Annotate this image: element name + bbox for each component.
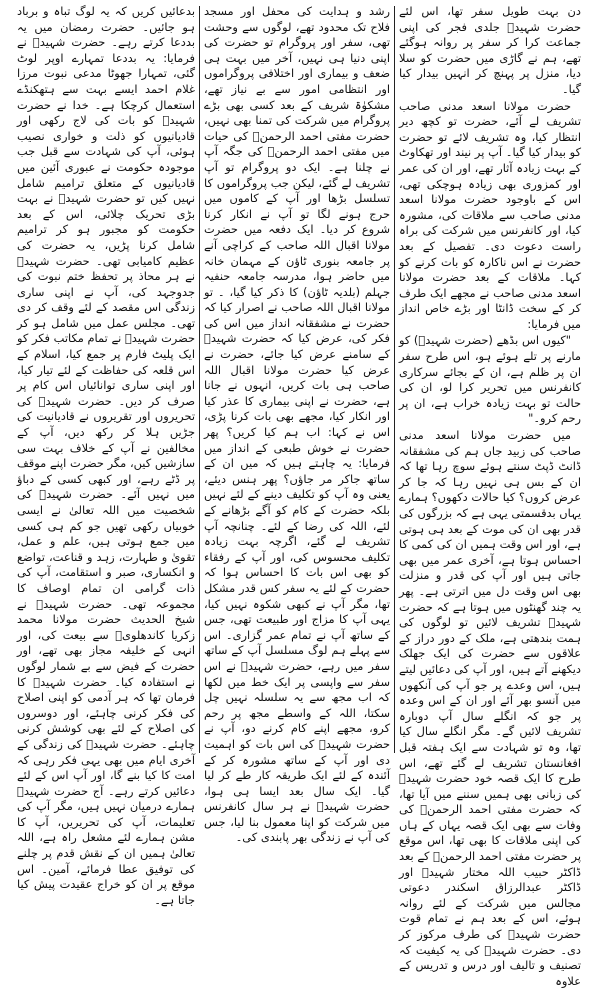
paragraph: دن بہت طویل سفر تھا، اس لئے حضرت شہیدؒ جلدی فجر کی اپنی جماعت کرا کر سفر پر روانہ ہوگئے تھے، ہم نے گاڑی میں حضرت کو سلا دیا، منزل پر پہنچ کر انہیں بیدار کیا گیا۔ <box>399 4 581 96</box>
paragraph: رشد و ہدایت کی محفل اور مسجد فلاح تک محدود تھے، لوگوں سے وحشت تھی، سفر اور پروگرام تو حضرت کی اپنی دنیا ہی نہیں، آخر میں بہت ہی ضعف و بیماری اور اختلافی پروگراموں اور انتظامی امور سے بے نیاز تھے، مشکوٰۃ شریف کے بعد کسی بھی بڑے پروگرام میں شرکت کی تمنا بھی نہیں، حضرت مفتی احمد الرحمنؒ کی حیات میں مفتی احمد الرحمنؒ کی جگہ آپ نے چلنا ہے۔ ایک دو پروگرام تو آپ تشریف لے گئے، لیکن جب پروگراموں کا تسلسل بڑھا اور آپ کے کاموں میں حرج ہونے لگا تو آپ نے انکار کرنا شروع کر دیا۔ ایک دفعہ میں حضرت مولانا اقبال اللہ صاحب کے کراچی آنے پر جامعہ بنوری ٹاؤن کے مہمان خانہ میں حاضر ہوا، مدرسہ جامعہ حنفیہ جہلم (بلدیہ ٹاؤن) کا ذکر کیا گیا، ۔ تو مولانا اقبال اللہ صاحب نے اصرار کیا کہ حضرت نے مشفقانہ انداز میں اس کی فکر کی، عرض کیا کہ حضرت شہیدؒ کے سامنے عرض کیا جائے، حضرت نے عرض کیا حضرت مولانا اقبال اللہ صاحب ہی بات کریں، انہوں نے جانا ہے، حضرت نے اپنی بیماری کا عذر کیا اور انکار کیا، مجھے بھی بات کرنا پڑی، اس نے کہا: اب ہم کیا کریں؟ پھر حضرت نے خوش طبعی کے انداز میں فرمایا: یہ چاہتے ہیں کہ میں ان کے ساتھ جاکر مر جاؤں؟ پھر ہنس دیئے، یعنی وہ آپ کو تکلیف دینے کے لئے نہیں بلکہ حضرت کے کام کو آگے بڑھانے کے لئے، اللہ کی رضا کے لئے۔ چنانچہ آپ تشریف لے گئے، اگرچہ بہت زیادہ تکلیف محسوس کی، اور آپ کے رفقاء کو بھی اس بات کا احساس ہوا کہ حضرت کے لئے یہ سفر کس قدر مشکل تھا، مگر آپ نے کبھی شکوہ نہیں کیا، یہی آپ کا مزاج اور طبیعت تھی، جس کے ساتھ آپ نے تمام عمر گزاری۔ اس سے پہلے ہم لوگ مسلسل آپ کے ساتھ سفر میں رہے، حضرت شہیدؒ نے اس سفر سے واپسی پر ایک خط میں لکھا کہ اب مجھ سے یہ سلسلہ نہیں چل سکتا، اللہ کے واسطے مجھ پر رحم کرو، مجھے اپنے کام کرنے دو، آپ نے حضرت شہیدؒ کی اس بات کو اہمیت دی اور آپ کے ساتھ مشورہ کر کے آئندہ کے لئے ایک طریقہ کار طے کر لیا گیا۔ ایک سال بعد ایسا ہی ہوا، حضرت شہیدؒ نے ہر سال کانفرنس میں شرکت کو اپنا معمول بنا لیا، جس کی آپ نے زندگی بھر پابندی کی۔ <box>204 4 390 845</box>
text-column-middle <box>200 4 394 845</box>
paragraph: میں حضرت مولانا اسعد مدنی صاحب کی زبید جاں ہم کی مشفقانہ ڈانٹ ڈپٹ سنتے ہوئے سوچ رہا تھا کہ ان کے بس ہی نہیں رہا کہ جا کر عرض کروں؟ کیا حالات دکھوں؟ ہمارے یہاں بدقسمتی یہی ہے کہ بزرگوں کی قدر بھی ان کی موت کے بعد ہی ہوتی ہے، اور اس وقت ہمیں ان کی کمی کا احساس ہوتا ہے، آخری عمر میں بھی جاتی ہیں اور آپ کی قدر و منزلت بھی اس وقت دل میں اترتی ہے۔ پھر یہ چند گھنٹوں میں ہوتا ہے کہ حضرت شہیدؒ تشریف لائیں تو لوگوں کی ہمت بندھتی ہے، ملک کے دور دراز کے علاقوں سے حضرت کی ایک جھلک دیکھنے آتے ہیں، اور آپ کی دعائیں لیتے ہیں، اس وعدے پر جو آپ کی آنکھوں میں آنسو بھر آئے اور ان کے اس وعدہ پر جو کہ انگلے سال آپ دوبارہ تشریف لائیں گے۔ مگر انگلے سال کیا تھا، وہ تو شہادت سے ایک ہفتہ قبل افغانستان تشریف لے گئے تھے، اس طرح کا ایک قصہ خود حضرت شہیدؒ کی زبانی بھی ہمیں سننے میں آیا تھا، کہ حضرت مفتی احمد الرحمنؒ کی وفات سے بھی ایک قصہ یہاں کے ہاں کی اپنی ملاقات کا بھی تھا، اس موقع پر حضرت مفتی احمد الرحمنؒ کے بعد ڈاکٹر حبیب اللہ مختار شہیدؒ اور ڈاکٹر عبدالرزاق اسکندر دعوتی مجالس میں شرکت کے لئے روانہ ہوئے، اس کے بعد ہم نے تمام قوت حضرت شہیدؒ کی طرف مرکوز کر دی۔ حضرت شہیدؒ کی یہ کیفیت کہ تصنیف و تالیف اور درس و تدریس کے علاوہ <box>398 428 581 988</box>
text-column-left <box>13 4 199 907</box>
column-layout <box>5 4 585 988</box>
paragraph: بدعائیں کریں کہ یہ لوگ تباہ و برباد ہو جائیں۔ حضرت رمضان میں یہ بددعا کرتے رہے۔ حضرت شہیدؒ نے فرمایا: یہ بددعا تمہارے اوپر لوٹ گئی، تمہارا جھوٹا مدعی نبوت مرزا غلام احمد ایسے بہت سے ہتھکنڈے استعمال کرچکا ہے۔ خدا نے حضرت شہیدؒ کو بات کی لاج رکھی اور قادیانیوں کو ذلت و خواری نصیب ہوئی، آپ کی شہادت سے قبل جب موجودہ حکومت نے عبوری آئین میں قادیانیوں کے متعلق ترامیم شامل نہیں کیں تو حضرت شہیدؒ نے بہت بڑی تحریک چلائی، اس کے بعد حکومت کو مجبور ہو کر ترامیم شامل کرنا پڑیں، یہ حضرت کی عظیم کامیابی تھی۔ حضرت شہیدؒ نے ہر محاذ پر تحفظ ختم نبوت کی جدوجہد کی، آپ نے اپنی ساری زندگی اس مقصد کے لئے وقف کر دی تھی۔ مجلس عمل میں شامل ہو کر حضرت شہیدؒ نے تمام مکاتب فکر کو ایک پلیٹ فارم پر جمع کیا، اسلام کے اس قلعہ کی حفاظت کے لئے تیار کیا، اور اپنی ساری توانائیاں اس کام پر صرف کر دیں۔ حضرت شہیدؒ کی تحریروں اور تقریروں نے قادیانیت کی جڑیں ہلا کر رکھ دیں، آپ کے مخالفین نے آپ کے خلاف بہت سی سازشیں کیں، مگر حضرت اپنے موقف پر ڈٹے رہے، اور کبھی کسی کے دباؤ میں نہیں آئے۔ حضرت شہیدؒ کی شخصیت میں اللہ تعالیٰ نے ایسی خوبیاں رکھی تھیں جو کم ہی کسی میں جمع ہوتی ہیں، علم و عمل، تقویٰ و طہارت، زہد و قناعت، تواضع و انکساری، صبر و استقامت، آپ کی ذات گرامی ان تمام اوصاف کا مجموعہ تھی۔ حضرت شہیدؒ نے شیخ الحدیث حضرت مولانا محمد زکریا کاندھلویؒ سے بیعت کی، اور انہی کے خلیفہ مجاز بھی تھے، اور حضرت کے فیض سے بے شمار لوگوں نے استفادہ کیا۔ حضرت شہیدؒ کا فرمان تھا کہ ہر آدمی کو اپنی اصلاح کی فکر کرنی چاہئے، اور دوسروں کی اصلاح کے لئے بھی کوشش کرنی چاہئے۔ حضرت شہیدؒ کی زندگی کے آخری ایام میں بھی یہی فکر رہی کہ امت کا کیا بنے گا، اور آپ اس کے لئے دعائیں کرتے رہے۔ آج حضرت شہیدؒ ہمارے درمیان نہیں ہیں، مگر آپ کی تعلیمات، آپ کی تحریریں، آپ کا مشن ہمارے لئے مشعل راہ ہے، اللہ تعالیٰ ہمیں ان کے نقش قدم پر چلنے کی توفیق عطا فرمائے، آمین۔ اس موقع پر ان کو خراج عقیدت پیش کیا جاتا ہے۔ <box>17 4 195 907</box>
quote-paragraph: "کیوں اس بڈھے (حضرت شہیدؒ) کو مارنے پر تلے ہوئے ہو، اس طرح سفر ان پر ظلم ہے، ان کے بجائے سرکاری کانفرنس میں تحریر کرا لو، ان کی حالت تو بہت زیادہ خراب ہے، ان پر رحم کرو۔" <box>399 333 581 426</box>
paragraph: حضرت مولانا اسعد مدنی صاحب تشریف لے آئے، حضرت تو کچھ دیر انتظار کیا، وہ تشریف لائے تو حضرت کو بیدار کیا گیا۔ آپ پر نیند اور تھکاوٹ کے بہت زیادہ آثار تھے، اور ان کی عمر اور کمزوری بھی زیادہ ہوچکی تھی، اس کے باوجود حضرت مولانا اسعد مدنی صاحب سے ملاقات کی، مشورہ کیا، اور کانفرنس میں شرکت کی براہ راست دعوت دی۔ تفصیل کے بعد حضرت نے اس ناکارہ کو بات کرنے کو کہا۔ ملاقات کے بعد حضرت مولانا اسعد مدنی صاحب نے مجھے ایک طرف کر کے سخت ڈانٹا اور بڑے خاص انداز میں فرمایا: <box>399 98 581 331</box>
text-column-right <box>395 4 585 988</box>
